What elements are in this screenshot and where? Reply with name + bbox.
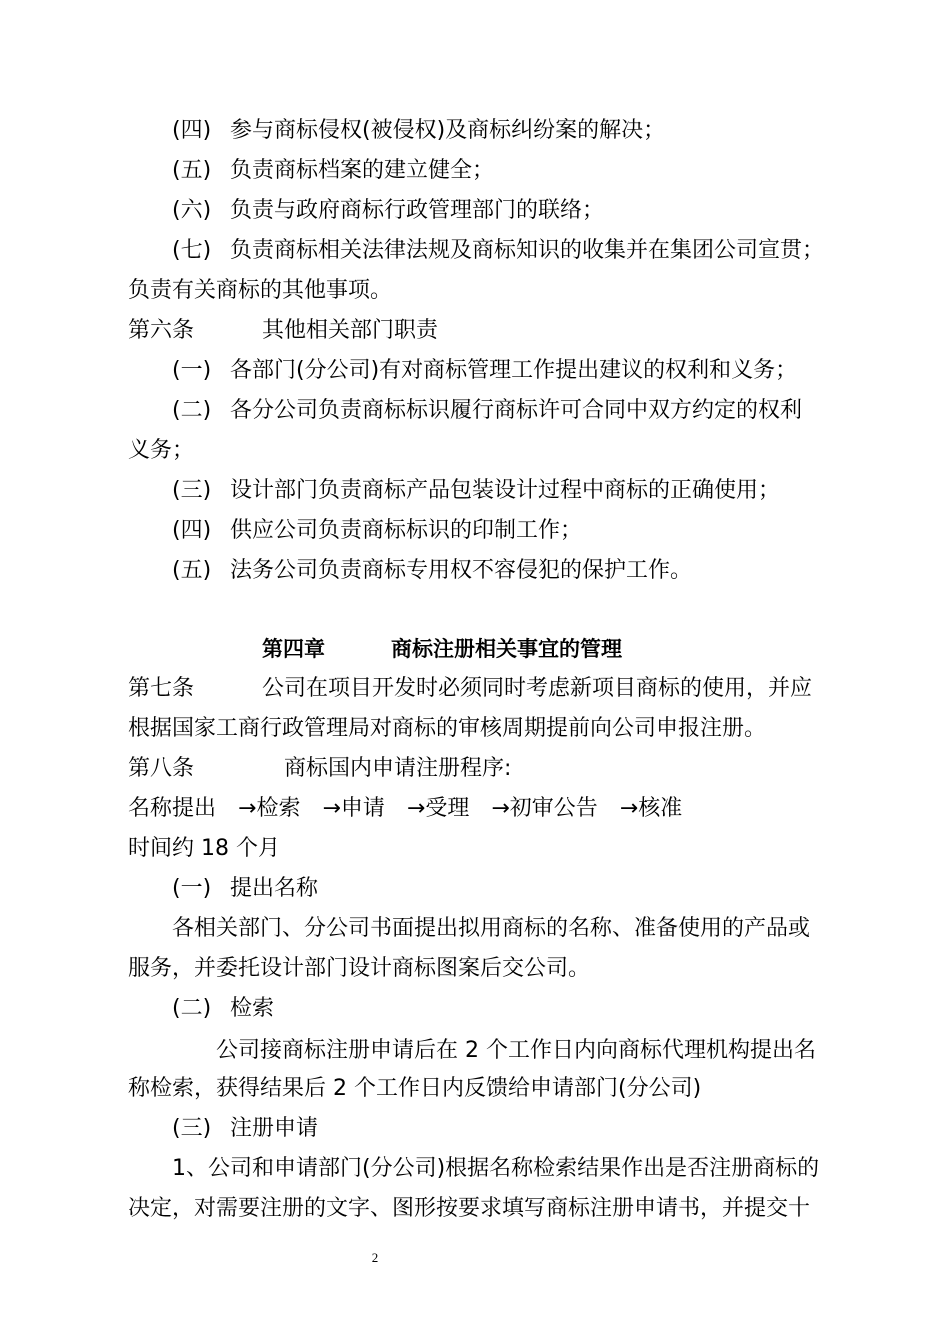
- page-number: 2: [371, 1250, 379, 1265]
- article-6-heading: 第六条 其他相关部门职责: [128, 318, 439, 343]
- step-3-continuation: 决定，对需要注册的文字、图形按要求填写商标注册申请书，并提交十: [128, 1196, 811, 1221]
- flow-step: 名称提出: [128, 796, 217, 821]
- article-6-item-2: (二) 各分公司负责商标标识履行商标许可合同中双方约定的权利: [172, 398, 803, 423]
- duty-item-6: (六) 负责与政府商标行政管理部门的联络；: [172, 198, 605, 223]
- flow-step: →核准: [619, 796, 683, 821]
- article-7-continuation: 根据国家工商行政管理局对商标的审核周期提前向公司申报注册。: [128, 716, 767, 741]
- step-2-continuation: 称检索，获得结果后 2 个工作日内反馈给申请部门(分公司): [128, 1076, 702, 1101]
- article-6-item-3: (三) 设计部门负责商标产品包装设计过程中商标的正确使用；: [172, 478, 781, 503]
- step-1-continuation: 服务，并委托设计部门设计商标图案后交公司。: [128, 956, 591, 981]
- article-6-item-2-continuation: 义务；: [128, 438, 195, 463]
- step-2-text: 公司接商标注册申请后在 2 个工作日内向商标代理机构提出名: [216, 1038, 816, 1063]
- flow-step: →受理: [406, 796, 470, 821]
- article-6-item-4: (四) 供应公司负责商标标识的印制工作；: [172, 518, 583, 543]
- article-6-item-1: (一) 各部门(分公司)有对商标管理工作提出建议的权利和义务；: [172, 358, 798, 383]
- duty-item-5: (五) 负责商标档案的建立健全；: [172, 158, 495, 183]
- step-1-text: 各相关部门、分公司书面提出拟用商标的名称、准备使用的产品或: [172, 916, 811, 941]
- flow-step: →检索: [238, 796, 301, 821]
- article-8-heading: 第八条 商标国内申请注册程序:: [128, 756, 512, 781]
- duty-item-7: (七) 负责商标相关法律法规及商标知识的收集并在集团公司宣贯；: [172, 238, 825, 263]
- chapter-4-heading: 第四章 商标注册相关事宜的管理: [262, 637, 622, 661]
- article-7: 第七条 公司在项目开发时必须同时考虑新项目商标的使用，并应: [128, 676, 813, 701]
- step-3-text: 1、公司和申请部门(分公司)根据名称检索结果作出是否注册商标的: [172, 1156, 820, 1181]
- duty-item-4: (四) 参与商标侵权(被侵权)及商标纠纷案的解决；: [172, 118, 666, 143]
- article-6-item-5: (五) 法务公司负责商标专用权不容侵犯的保护工作。: [172, 558, 693, 583]
- step-1-heading: (一) 提出名称: [172, 876, 319, 901]
- registration-flow: [128, 794, 704, 824]
- step-3-heading: (三) 注册申请: [172, 1116, 319, 1141]
- duty-item-7-continuation: 负责有关商标的其他事项。: [128, 278, 393, 303]
- flow-step: →初审公告: [491, 796, 598, 821]
- flow-step: →申请: [322, 796, 385, 821]
- step-2-heading: (二) 检索: [172, 996, 275, 1021]
- registration-duration: 时间约 18 个月: [128, 836, 280, 861]
